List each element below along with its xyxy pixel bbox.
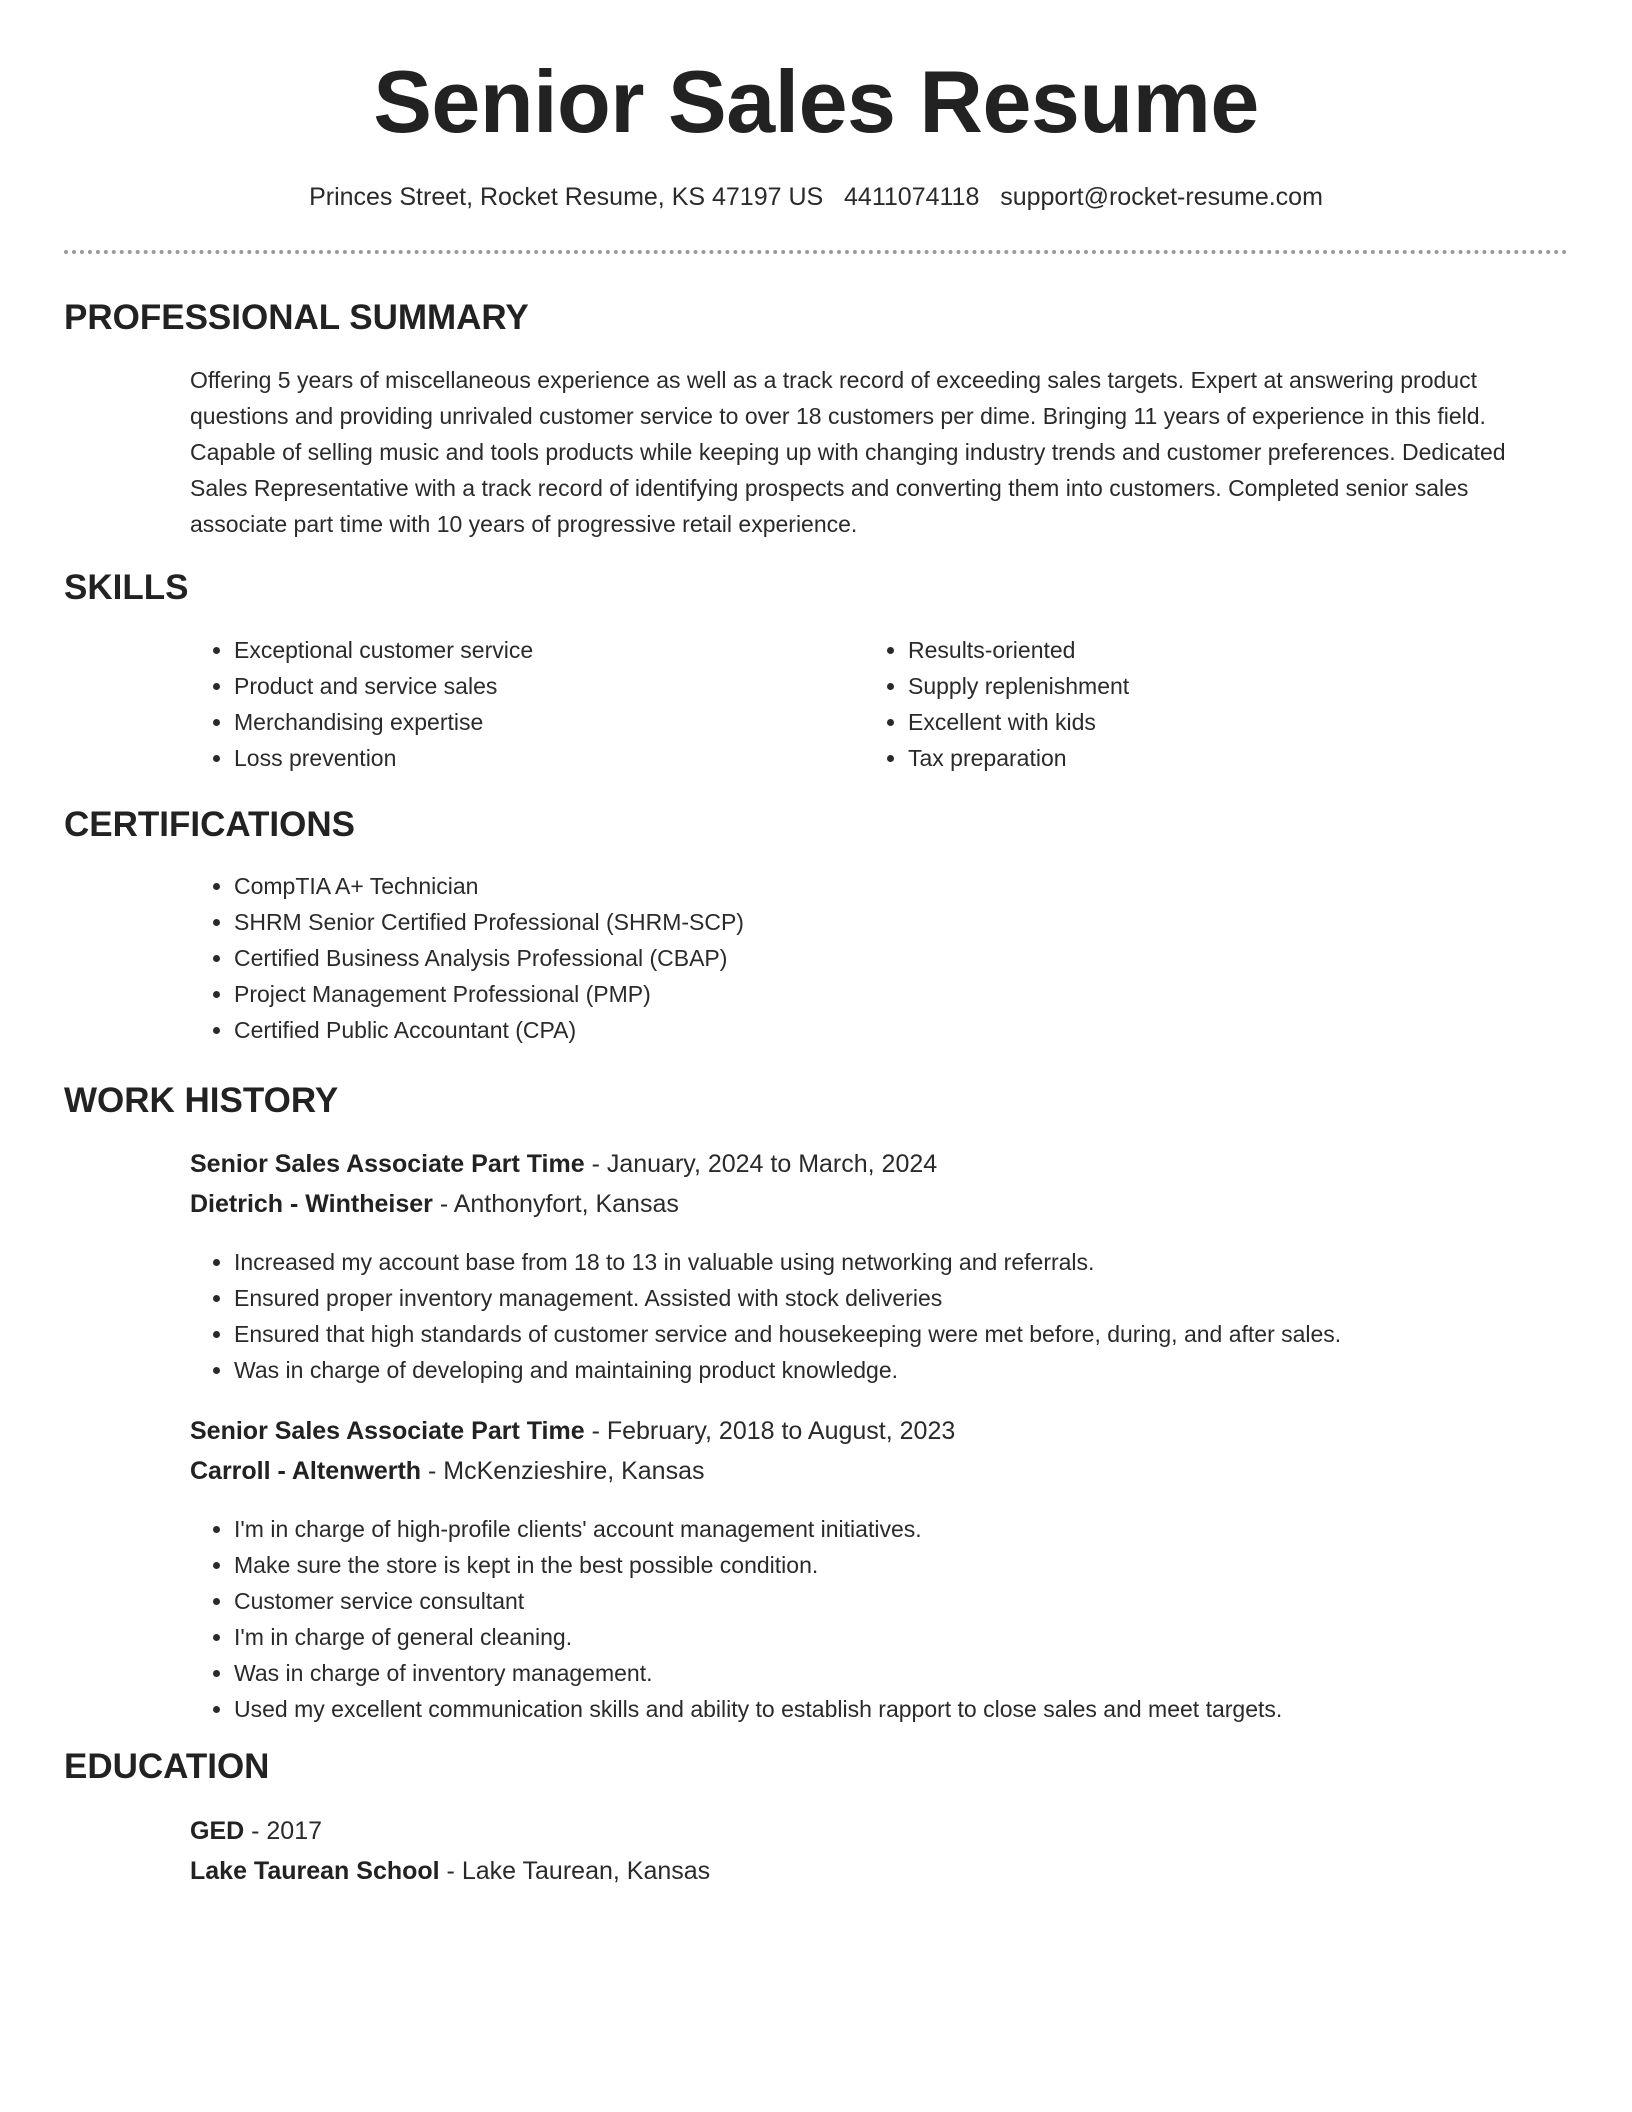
job-duty: • Was in charge of inventory management.	[234, 1655, 1632, 1691]
job-dates: - January, 2024 to March, 2024	[584, 1150, 938, 1178]
education-school: Lake Taurean School	[190, 1857, 440, 1885]
education-year: - 2017	[244, 1817, 323, 1845]
job-duty: • I'm in charge of high-profile clients' account management initiatives.	[234, 1511, 1632, 1547]
skill-item: • Supply replenishment	[908, 668, 1548, 704]
header-divider	[64, 250, 1568, 254]
skills-heading: SKILLS	[64, 568, 189, 607]
contact-phone: 4411074118	[844, 183, 980, 211]
contact-address: Princes Street, Rocket Resume, KS 47197 US	[309, 183, 824, 211]
certification-item: • Certified Public Accountant (CPA)	[234, 1012, 1434, 1048]
skill-item: • Merchandising expertise	[234, 704, 874, 740]
job-dates: - February, 2018 to August, 2023	[584, 1417, 956, 1445]
skill-item: • Exceptional customer service	[234, 632, 874, 668]
certification-item: • SHRM Senior Certified Professional (SHRM-SCP)	[234, 904, 1434, 940]
job-role: Senior Sales Associate Part Time	[190, 1150, 585, 1178]
job-duty: • Make sure the store is kept in the best possible condition.	[234, 1547, 1632, 1583]
certification-item: • Project Management Professional (PMP)	[234, 976, 1434, 1012]
education-heading: EDUCATION	[64, 1747, 270, 1786]
job-location: - Anthonyfort, Kansas	[432, 1190, 679, 1218]
skill-item: • Excellent with kids	[908, 704, 1548, 740]
job-company: Carroll - Altenwerth	[190, 1457, 422, 1485]
job-duty: • Ensured that high standards of customer service and housekeeping were met before, during, and after sales.	[234, 1316, 1632, 1352]
job-company-line	[190, 1451, 705, 1491]
certification-item: • CompTIA A+ Technician	[234, 868, 1434, 904]
job-duties-list	[190, 1244, 1632, 1388]
job-company: Dietrich - Wintheiser	[190, 1190, 433, 1218]
job-duty: • I'm in charge of general cleaning.	[234, 1619, 1632, 1655]
skills-list-left	[190, 632, 874, 776]
skill-item: • Product and service sales	[234, 668, 874, 704]
certifications-heading: CERTIFICATIONS	[64, 805, 356, 844]
job-duty: • Customer service consultant	[234, 1583, 1632, 1619]
resume-name: Senior Sales Resume	[373, 52, 1259, 151]
job-duty: • Was in charge of developing and maintaining product knowledge.	[234, 1352, 1632, 1388]
job-role: Senior Sales Associate Part Time	[190, 1417, 585, 1445]
summary-text: Offering 5 years of miscellaneous experience as well as a track record of exceeding sales targets. Expert at answering product questions and providing unrivaled customer service to over 18 customers per dime. Bringing 11 years of experience in this field. Capable of selling music and tools products while keeping up with changing industry trends and customer preferences. Dedicated Sales Representative with a track record of identifying prospects and converting them into customers. Completed senior sales associate part time with 10 years of progressive retail experience.	[190, 367, 1506, 537]
education-location: - Lake Taurean, Kansas	[439, 1857, 711, 1885]
job-duty: • Increased my account base from 18 to 13 in valuable using networking and referrals.	[234, 1244, 1632, 1280]
job-duties-list	[190, 1511, 1632, 1727]
job-title-line	[190, 1411, 955, 1451]
certification-item: • Certified Business Analysis Professional (CBAP)	[234, 940, 1434, 976]
summary-heading: PROFESSIONAL SUMMARY	[64, 298, 529, 337]
education-school-line	[190, 1851, 710, 1891]
job-duty: • Ensured proper inventory management. Assisted with stock deliveries	[234, 1280, 1632, 1316]
job-title-line	[190, 1144, 937, 1184]
certifications-list	[190, 868, 1434, 1048]
skill-item: • Results-oriented	[908, 632, 1548, 668]
skill-item: • Loss prevention	[234, 740, 874, 776]
work-history-heading: WORK HISTORY	[64, 1081, 339, 1120]
contact-line	[0, 181, 1632, 213]
contact-email: support@rocket-resume.com	[1000, 183, 1323, 211]
job-company-line	[190, 1184, 679, 1224]
education-degree: GED	[190, 1817, 245, 1845]
skill-item: • Tax preparation	[908, 740, 1548, 776]
education-degree-line	[190, 1811, 322, 1851]
job-location: - McKenzieshire, Kansas	[421, 1457, 705, 1485]
skills-list-right	[864, 632, 1548, 776]
job-duty: • Used my excellent communication skills and ability to establish rapport to close sales and meet targets.	[234, 1691, 1632, 1727]
